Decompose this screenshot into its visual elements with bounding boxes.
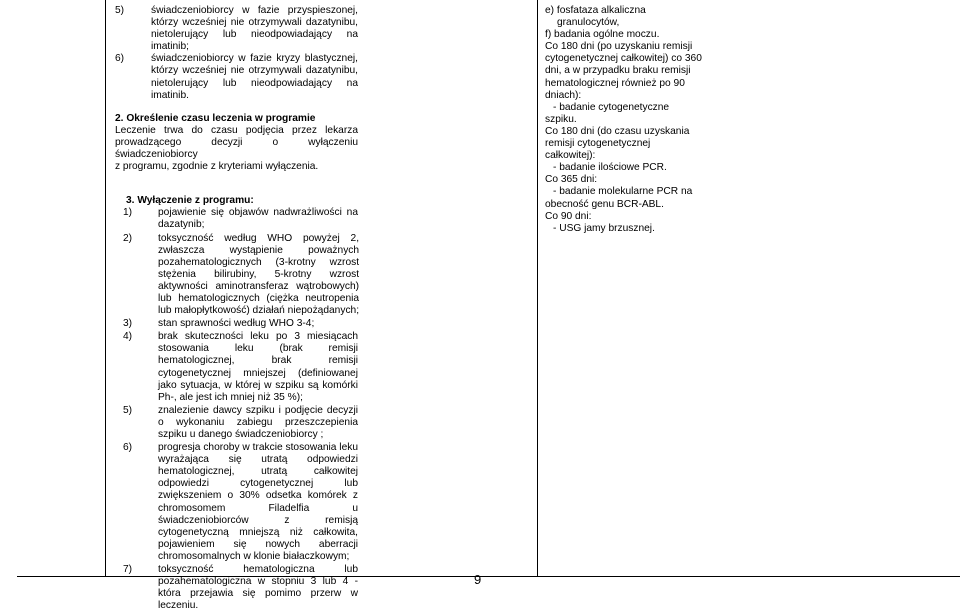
text-line: stężenia bilirubiny, 5-krotny wzrost <box>158 268 360 280</box>
list-item-text <box>158 233 359 318</box>
list-item <box>115 331 358 404</box>
text-line: chromosomalnych w klonie białaczkowym; <box>158 550 350 562</box>
text-line: Co 180 dni (po uzyskaniu remisji <box>545 41 693 53</box>
text-line: którzy wcześniej nie otrzymywali dazatynibu, <box>151 17 358 29</box>
text-line: granulocytów, <box>557 17 620 29</box>
text-line: Co 180 dni (do czasu uzyskania <box>545 125 690 137</box>
text-line: o wykonaniu zabiegu przeszczepienia <box>158 416 358 428</box>
list-item <box>115 5 358 53</box>
list-item-number: 1) <box>123 207 133 219</box>
text-line: nietolerujący lub nieodpowiadający na <box>151 29 358 41</box>
section-3-heading: 3. Wyłączenie z programu: <box>126 195 254 207</box>
text-line: całkowitej): <box>545 150 596 162</box>
text-line: leczeniu. <box>158 600 199 612</box>
text-line: cytogenetyczną mniejszą niż całkowita, <box>158 526 358 538</box>
text-line: - USG jamy brzusznej. <box>553 222 655 234</box>
text-line: która przejawia się pomimo przerw w <box>158 588 358 600</box>
text-line: szpiku. <box>545 113 577 125</box>
list-item-text <box>158 442 358 563</box>
section-3-list <box>115 207 358 612</box>
text-line: toksyczność hematologiczna lub <box>158 564 358 576</box>
list-item <box>115 318 358 330</box>
text-line: e) fosfataza alkaliczna <box>545 5 646 16</box>
text-line: progresja choroby w trakcie stosowania leku <box>158 442 358 454</box>
list-item-text <box>158 318 358 330</box>
text-line: pozahematologiczna w stopniu 3 lub 4 - <box>158 576 358 588</box>
text-line: dni, a w przypadku braku remisji <box>545 65 691 77</box>
list-item-text <box>158 405 358 441</box>
text-line: Ph-, ale jest ich mniej niż 35 %); <box>158 391 303 403</box>
list-item-number: 2) <box>123 232 133 244</box>
items-top <box>115 5 358 102</box>
list-item <box>115 233 358 318</box>
table-border-left <box>105 0 106 577</box>
list-item-number: 7) <box>123 564 133 576</box>
text-line: wyrażająca się utratą odpowiedzi <box>158 454 358 466</box>
text-line: stosowania leku (brak remisji <box>158 343 358 355</box>
right-column <box>545 5 720 235</box>
list-item-text <box>151 53 358 101</box>
text-line: pojawienie się objawów nadwrażliwości na <box>158 207 358 219</box>
list-item-text <box>158 564 358 612</box>
text-line: - badanie molekularne PCR na <box>553 186 693 198</box>
text-line: f) badania ogólne moczu. <box>545 29 660 41</box>
text-line: świadczeniobiorców z remisją <box>158 514 358 526</box>
text-line: brak skuteczności leku po 3 miesiącach <box>158 331 358 343</box>
text-line: świadczeniobiorcy w fazie przyspieszonej, <box>151 5 358 16</box>
text-line: - badanie cytogenetyczne <box>553 101 670 113</box>
list-item <box>115 564 358 612</box>
list-item-number: 6) <box>123 442 133 454</box>
text-line: którzy wcześniej nie otrzymywali dazatynibu, <box>151 65 358 77</box>
list-item-number: 5) <box>123 404 133 416</box>
page-number: 9 <box>474 572 482 587</box>
text-line: hematologicznej, utratą całkowitej <box>158 466 358 478</box>
text-line: lub hematologicznych (ciężka neutropenia <box>158 292 360 304</box>
text-line: cytogenetycznej całkowitej) co 360 <box>545 53 702 65</box>
text-line: dazatynib; <box>158 219 205 231</box>
text-line: imatinib. <box>151 89 189 101</box>
list-item-text <box>158 331 358 404</box>
text-line: zwłaszcza wystąpienie poważnych <box>158 244 360 256</box>
text-line: z programu, zgodnie z kryteriami wyłączenia. <box>115 161 319 173</box>
text-line: dniach): <box>545 89 582 101</box>
text-line: szpiku u danego świadczeniobiorcy ; <box>158 429 324 440</box>
list-item <box>115 405 358 441</box>
text-line: Co 90 dni: <box>545 210 592 222</box>
list-item <box>115 53 358 101</box>
text-line: toksyczność według WHO powyżej 2, <box>158 232 360 244</box>
text-line: stan sprawności według WHO 3-4; <box>158 318 315 330</box>
text-line: Leczenie trwa do czasu podjęcia przez lekarza <box>115 124 358 136</box>
text-line: Co 365 dni: <box>545 174 598 186</box>
section-2-heading: 2. Określenie czasu leczenia w programie <box>115 112 316 124</box>
text-line: obecność genu BCR-ABL. <box>545 198 664 210</box>
text-line: prowadzącego decyzji o wyłączeniu świadczeniobiorcy <box>115 136 358 161</box>
left-column <box>115 5 358 613</box>
text-line: świadczeniobiorcy w fazie kryzy blastycznej, <box>151 53 358 65</box>
text-line: hematologicznej, brak remisji <box>158 355 358 367</box>
text-line: remisji cytogenetycznej <box>545 138 651 150</box>
text-line: lub małopłytkowość) działań niepożądanych; <box>158 305 360 317</box>
right-column-text <box>545 5 720 235</box>
list-item-text <box>151 5 358 53</box>
text-line: pojawieniem się nowych aberracji <box>158 538 358 550</box>
text-line: - badanie ilościowe PCR. <box>553 162 667 174</box>
list-item-number: 5) <box>115 5 125 16</box>
section-3 <box>115 195 358 612</box>
section-2-text <box>115 125 358 173</box>
list-item <box>115 207 358 231</box>
table-border-middle <box>537 0 538 577</box>
list-item <box>115 442 358 563</box>
text-line: chromosomem Filadelfia u <box>158 502 358 514</box>
text-line: pozahematologicznych (3-krotny wzrost <box>158 256 360 268</box>
text-line: zwiększeniem o 30% odsetka komórek z <box>158 490 358 502</box>
text-line: cytogenetycznej mniejszej (definiowanej <box>158 367 358 379</box>
list-item-text <box>158 207 358 231</box>
list-item-number: 3) <box>123 318 133 330</box>
text-line: nietolerujący lub nieodpowiadający na <box>151 77 358 89</box>
list-item-number: 4) <box>123 331 133 343</box>
text-line: jako sytuacja, w której w szpiku są komórki <box>158 379 358 391</box>
list-item-number: 6) <box>115 53 125 65</box>
section-2 <box>115 113 358 173</box>
text-line: hematologicznej również po 90 <box>545 77 685 89</box>
text-line: imatinib; <box>151 41 189 53</box>
text-line: aktywności aminotransferaz wątrobowych) <box>158 280 360 292</box>
text-line: znalezienie dawcy szpiku i podjęcie decyzji <box>158 404 358 416</box>
text-line: odpowiedzi cytogenetycznej lub <box>158 478 358 490</box>
